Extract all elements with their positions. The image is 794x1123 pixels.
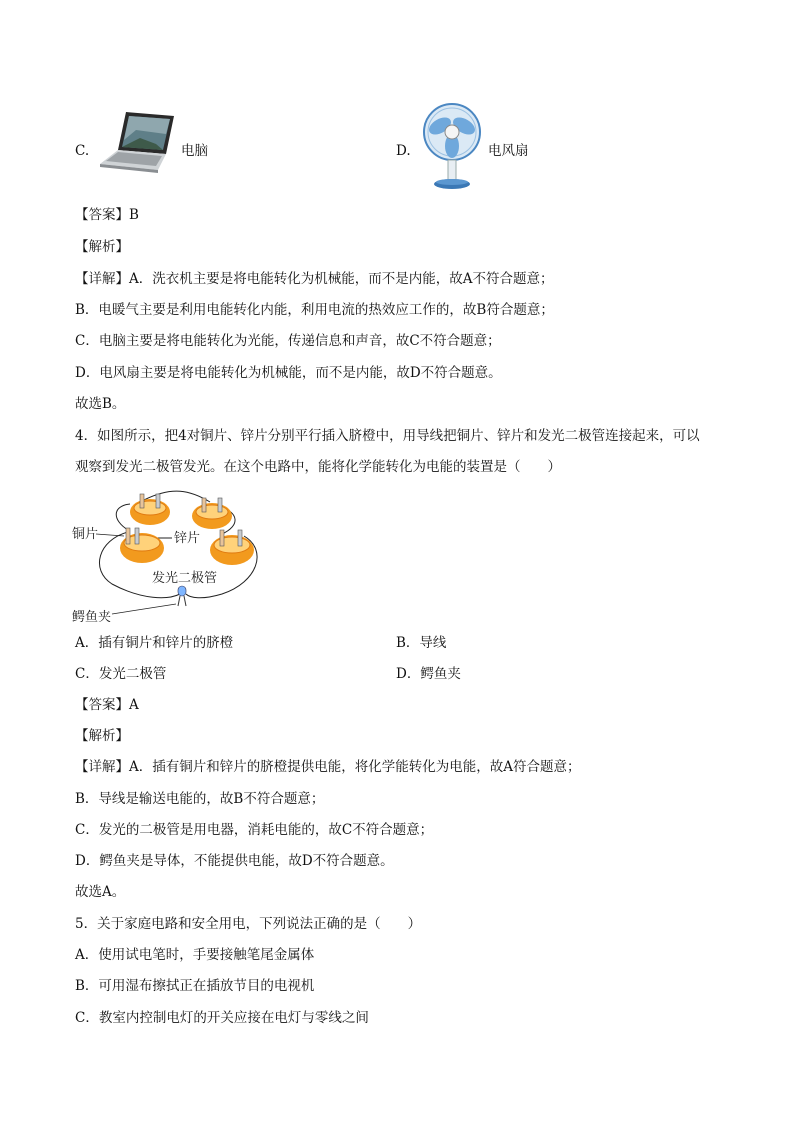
orange-4 [210, 530, 254, 565]
label-clip: 鳄鱼夹 [72, 610, 112, 622]
q5-option-b: B．可用湿布擦拭正在插放节目的电视机 [75, 978, 315, 994]
q3-analysis-label: 【解析】 [75, 239, 129, 255]
q4-option-d: D．鳄鱼夹 [396, 666, 461, 682]
electric-fan-icon [418, 102, 486, 192]
label-zinc: 锌片 [174, 531, 201, 546]
laptop-icon [96, 110, 176, 174]
q5-option-c: C．教室内控制电灯的开关应接在电灯与零线之间 [75, 1010, 369, 1026]
q4-answer: 【答案】A [75, 697, 139, 713]
q3-detail-a: 【详解】A．洗衣机主要是将电能转化为机械能，而不是内能，故A不符合题意； [75, 271, 554, 287]
label-led: 发光二极管 [152, 571, 218, 586]
q3-detail-b: B．电暖气主要是利用电能转化内能，利用电流的热效应工作的，故B符合题意； [75, 302, 554, 318]
q4-detail-a: 【详解】A．插有铜片和锌片的脐橙提供电能，将化学能转化为电能，故A符合题意； [75, 759, 581, 775]
q4-option-c: C．发光二极管 [75, 666, 167, 682]
q5-stem: 5．关于家庭电路和安全用电，下列说法正确的是（ ） [75, 916, 422, 932]
q4-analysis-label: 【解析】 [75, 728, 129, 744]
orange-battery-circuit-figure [72, 490, 272, 622]
q4-option-a: A．插有铜片和锌片的脐橙 [75, 635, 234, 651]
label-copper: 铜片 [72, 527, 99, 542]
q5-option-a: A．使用试电笔时，手要接触笔尾金属体 [75, 947, 315, 963]
q3-conclusion: 故选B。 [75, 396, 126, 412]
option-c-letter: C. [75, 143, 90, 159]
led-icon [178, 586, 186, 606]
q4-detail-c: C．发光的二极管是用电器，消耗电能的，故C不符合题意； [75, 822, 434, 838]
q3-detail-d: D．电风扇主要是将电能转化为机械能，而不是内能，故D不符合题意。 [75, 365, 502, 381]
q4-detail-b: B．导线是输送电能的，故B不符合题意； [75, 791, 325, 807]
q4-stem-line2: 观察到发光二极管发光。在这个电路中，能将化学能转化为电能的装置是（ ） [75, 459, 561, 475]
q4-detail-d: D．鳄鱼夹是导体，不能提供电能，故D不符合题意。 [75, 853, 394, 869]
option-d-letter: D. [396, 143, 411, 159]
option-c-text: 电脑 [181, 143, 208, 159]
orange-2 [192, 498, 232, 529]
q3-answer: 【答案】B [75, 207, 139, 223]
orange-1 [130, 494, 170, 525]
q4-option-b: B．导线 [396, 635, 447, 651]
q3-detail-c: C．电脑主要是将电能转化为光能，传递信息和声音，故C不符合题意； [75, 333, 501, 349]
q4-stem-line1: 4．如图所示，把4对铜片、锌片分别平行插入脐橙中，用导线把铜片、锌片和发光二极管连接起来，可以 [75, 428, 700, 444]
orange-3 [120, 528, 164, 563]
q4-conclusion: 故选A。 [75, 884, 126, 900]
option-d-text: 电风扇 [488, 143, 529, 159]
